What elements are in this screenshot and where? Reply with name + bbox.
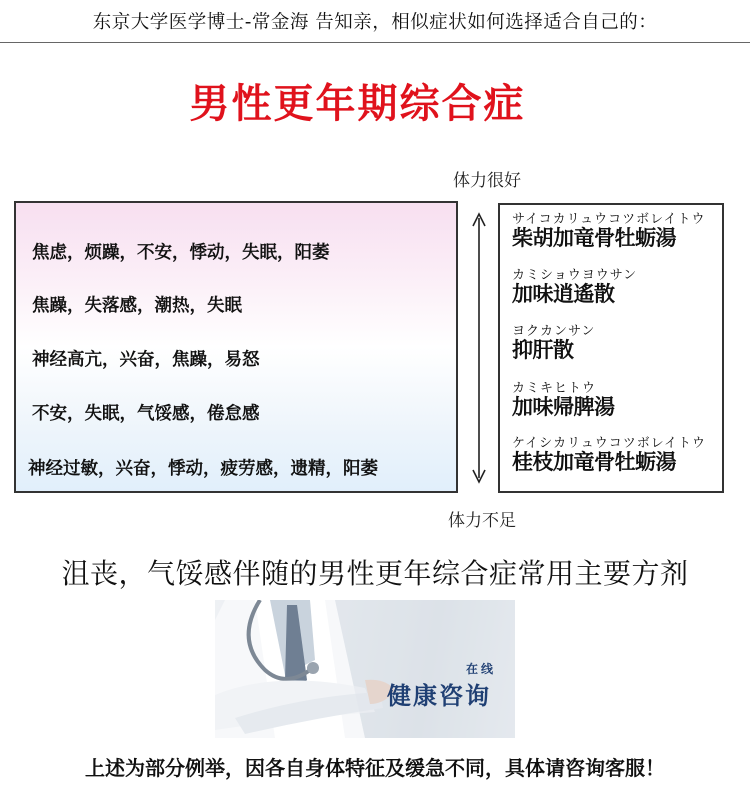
online-consult-image — [215, 600, 515, 738]
header-text: 东京大学医学博士-常金海 告知亲，相似症状如何选择适合自己的： — [92, 12, 658, 33]
remedy-reading: ヨクカンサン — [512, 324, 596, 339]
footer-note: 上述为部分例举，因各自身体特征及缓急不同，具体请咨询客服！ — [85, 756, 665, 780]
symptom-row: 焦躁，失落感，潮热，失眠 — [32, 296, 242, 316]
remedy-list-box — [498, 203, 724, 493]
remedy-reading: ケイシカリュウコツボレイトウ — [512, 436, 707, 451]
stamina-high-label: 体力很好 — [453, 171, 521, 191]
health-consult-label: 健康咨询 — [387, 682, 491, 710]
remedy-reading: カミキヒトウ — [512, 381, 597, 396]
page-title: 男性更年期综合症 — [189, 81, 526, 127]
symptom-list-box — [14, 201, 458, 493]
remedy-name: 加味帰脾湯 — [512, 394, 615, 419]
remedy-name: 桂枝加竜骨牡蛎湯 — [512, 449, 676, 474]
remedy-item — [512, 325, 717, 361]
remedy-reading: サイコカリュウコツボレイトウ — [512, 212, 706, 227]
remedy-reading: カミショウヨウサン — [512, 268, 638, 283]
remedy-item — [512, 269, 717, 305]
symptom-row: 不安，失眠，气馁感，倦怠感 — [32, 404, 260, 424]
online-label: 在线 — [466, 662, 497, 676]
symptom-row: 焦虑，烦躁，不安，悸动，失眠，阳萎 — [32, 243, 330, 263]
remedy-item — [512, 382, 717, 418]
remedy-name: 抑肝散 — [512, 337, 574, 362]
double-arrow-icon — [470, 212, 488, 484]
remedy-item — [512, 213, 717, 249]
symptom-row: 神经高亢，兴奋，焦躁，易怒 — [32, 350, 260, 370]
stamina-low-label: 体力不足 — [448, 511, 516, 531]
remedy-item — [512, 437, 717, 473]
remedy-name: 柴胡加竜骨牡蛎湯 — [512, 225, 676, 250]
remedy-name: 加味逍遙散 — [512, 281, 615, 306]
symptom-row: 神经过敏，兴奋，悸动，疲劳感，遗精，阳萎 — [28, 459, 378, 479]
section-subtitle: 沮丧，气馁感伴随的男性更年综合症常用主要方剂 — [61, 557, 689, 590]
